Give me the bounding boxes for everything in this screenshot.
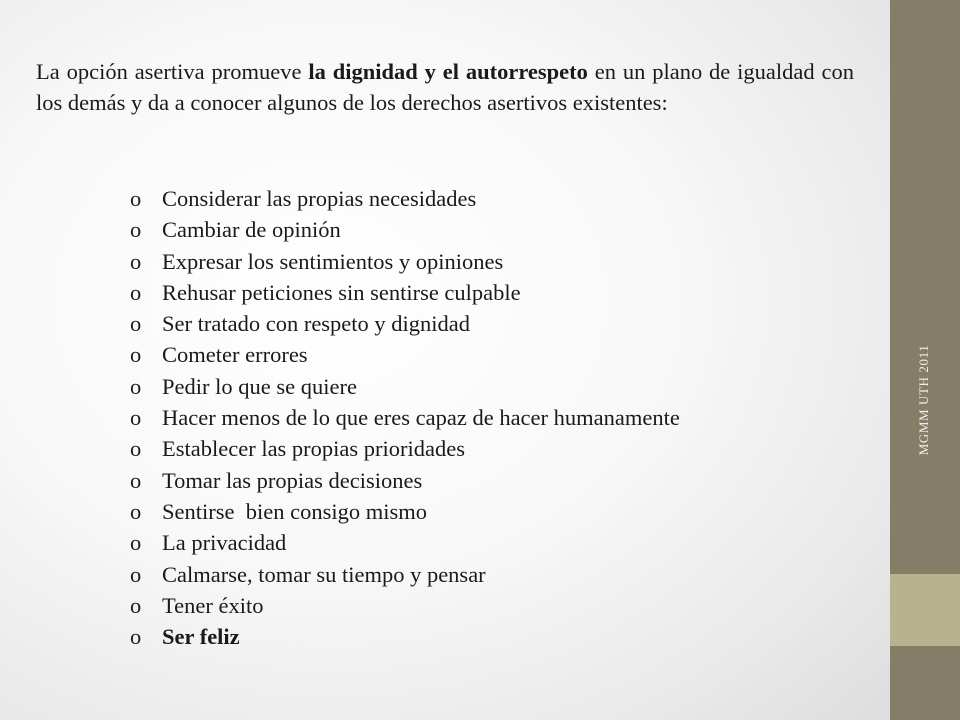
bullet-marker: o [130,373,142,399]
bullet-marker: o [130,248,142,274]
bullet-marker: o [130,311,142,337]
list-item-text: Expresar los sentimientos y opiniones [162,248,504,274]
rights-list [130,183,680,652]
list-item-text: Hacer menos de lo que eres capaz de hacer humanamente [162,405,680,431]
bullet-marker: o [130,592,142,618]
bullet-marker: o [130,436,142,462]
list-item [130,465,680,496]
intro-paragraph [36,56,854,118]
intro-text-end: en un plano de igualdad con los demás y da a conocer algunos de los derechos asertivos existentes: [36,59,854,115]
list-item [130,339,680,370]
list-item [130,277,680,308]
list-item [130,308,680,339]
list-item [130,402,680,433]
list-item [130,433,680,464]
bullet-marker: o [130,530,142,556]
list-item [130,246,680,277]
list-item-text: Cambiar de opinión [162,217,341,243]
intro-text-start: La opción asertiva promueve [36,59,309,84]
list-item [130,214,680,245]
list-item [130,183,680,214]
list-item [130,371,680,402]
list-item-text: Tomar las propias decisiones [162,467,423,493]
bullet-marker: o [130,405,142,431]
bullet-marker: o [130,279,142,305]
bullet-marker: o [130,498,142,524]
list-item-text: Tener éxito [162,592,264,618]
list-item-text: Sentirse bien consigo mismo [162,498,427,524]
watermark-text: MGMM UTH 2011 [916,344,931,456]
bullet-marker: o [130,624,142,650]
list-item-text: Rehusar peticiones sin sentirse culpable [162,279,521,305]
list-item-text: Ser feliz [162,624,240,650]
sidebar-accent-block [890,574,960,646]
list-item [130,559,680,590]
list-item-text: Considerar las propias necesidades [162,186,477,211]
bullet-marker: o [130,467,142,493]
list-item-text: Establecer las propias prioridades [162,436,466,462]
list-item [130,527,680,558]
list-item-text: La privacidad [162,530,287,556]
list-item-text: Pedir lo que se quiere [162,373,357,399]
bullet-marker: o [130,561,142,587]
bullet-marker: o [130,342,142,368]
intro-bold-phrase: la dignidad y el autorrespeto [308,59,588,84]
list-item-text: Calmarse, tomar su tiempo y pensar [162,561,486,587]
list-item-text: Cometer errores [162,342,308,368]
bullet-marker: o [130,217,142,243]
list-item [130,496,680,527]
list-item [130,590,680,621]
list-item-text: Ser tratado con respeto y dignidad [162,311,471,337]
list-item-bold [130,621,680,652]
bullet-marker: o [130,186,142,211]
